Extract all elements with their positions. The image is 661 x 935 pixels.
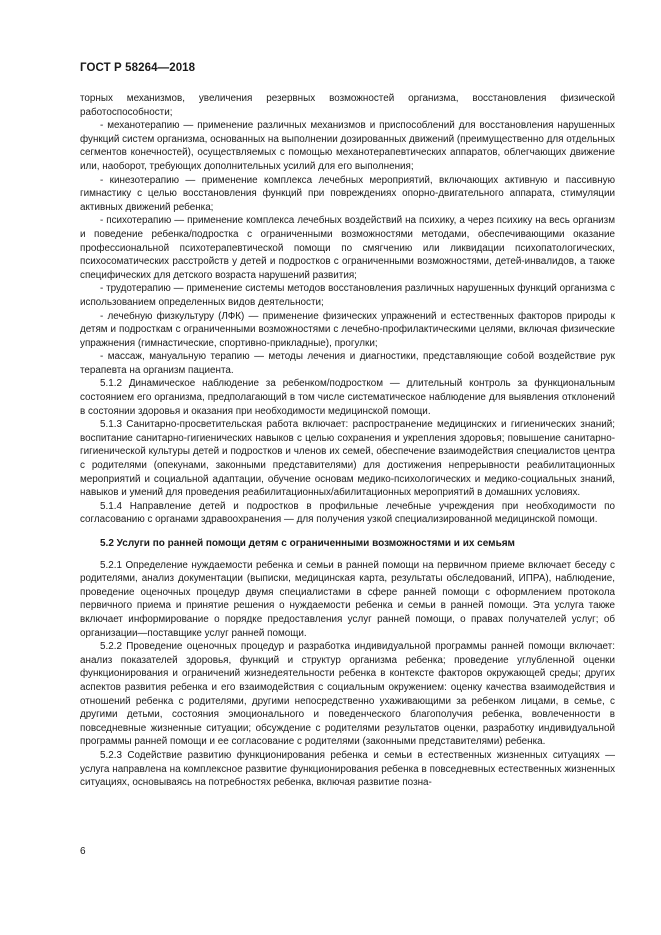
paragraph: 5.1.3 Санитарно-просветительская работа включает: распространение медицинских и гигиенических знаний; воспитание санитарно-гигиенических навыков с целью сохранения и укрепления здоровья; повышение санитарно-гигиенической культуры детей и подростков и членов их семей, обеспечение взаимодействия специалистов центра с родителями (опекунами, законными представителями) для достижения непрерывности реабилитационных мероприятий и социальной адаптации, обучение основам медико-психологических и медико-социальных знаний, навыков и умений для проведения реабилитационных/абилитационных мероприятий в домашних условиях. xyxy=(80,419,615,499)
paragraph: - лечебную физкультуру (ЛФК) — применение физических упражнений и естественных факторов природы к детям и подросткам с ограниченными возможностями с лечебно-профилактическими целями, включая физические упражнения (гимнастические, спортивно-прикладные), прогулки; xyxy=(80,310,615,349)
paragraph: 5.1.4 Направление детей и подростков в профильные лечебные учреждения при необходимости по согласованию с органами здравоохранения — для получения узкой специализированной медицинской помощи. xyxy=(80,500,615,526)
document-body xyxy=(80,92,615,790)
section-heading: 5.2 Услуги по ранней помощи детям с ограниченными возможностями и их семьям xyxy=(100,538,515,549)
paragraph: 5.1.2 Динамическое наблюдение за ребенком/подростком — длительный контроль за функциональным состоянием его организма, предполагающий в том числе систематическое наблюдение для выявления отклонений в состоянии здоровья и оказания при необходимости медицинской помощи. xyxy=(80,378,615,417)
paragraph: 5.2.1 Определение нуждаемости ребенка и семьи в ранней помощи на первичном приеме включает беседу с родителями, анализ документации (выписки, медицинская карта, результаты обследований, ИПРА), наблюдение, проведение оценочных процедур двумя специалистами в сфере ранней помощи с оформлением протокола первичного приема и принятие решения о нуждаемости ребенка и семьи в ранней помощи. Эта услуга также включает информирование о порядке предоставления услуг ранней помощи, о правах получателей услуг; об организации—поставщике услуг ранней помощи. xyxy=(80,559,615,639)
paragraph: - психотерапию — применение комплекса лечебных воздействий на психику, а через психику на весь организм и поведение ребенка/подростка с ограниченными возможностями методами, обеспечивающими оказание профессиональной психотерапевтической помощи по смягчению или ликвидации психопатологических, психосоматических расстройств у детей и подростков с ограниченными возможностями, детей-инвалидов, а также специфических для детского возраста нарушений развития; xyxy=(80,215,615,281)
paragraph: - механотерапию — применение различных механизмов и приспособлений для восстановления нарушенных функций систем организма, основанных на выполнении дозированных движений (преимущественно для отдельных сегментов конечностей), осуществляемых с помощью механотерапевтических аппаратов, облегчающих движение или, наоборот, требующих дополнительных усилий для его выполнения; xyxy=(80,120,615,172)
paragraph: - массаж, мануальную терапию — методы лечения и диагностики, представляющие собой воздействие рук терапевта на организм пациента. xyxy=(80,351,615,376)
paragraph: 5.2.2 Проведение оценочных процедур и разработка индивидуальной программы ранней помощи включает: анализ показателей здоровья, функций и структур организма ребенка; проведение углубленной оценки функционирования и ограничений жизнедеятельности ребенка в контексте факторов окружающей среды; других аспектов развития ребенка и его взаимодействия с социальным окружением: оценку качества взаимодействия и отношений ребенка с родителями, другими непосредственно ухаживающими за ребенком лицами, в семье, с другими детьми, состояния эмоционального и поведенческого благополучия ребенка, вовлеченности в повседневные жизненные ситуации; обсуждение с родителями результатов оценки, разработку индивидуальной программы ранней помощи и ее согласование с родителями (законными представителями) ребенка. xyxy=(80,641,615,748)
paragraph: торных механизмов, увеличения резервных возможностей организма, восстановления физической работоспособности; xyxy=(80,93,615,118)
paragraph: - трудотерапию — применение системы методов восстановления различных нарушенных функций организма с использованием определенных видов деятельности; xyxy=(80,283,615,308)
document-header: ГОСТ Р 58264—2018 xyxy=(80,62,196,74)
paragraph: - кинезотерапию — применение комплекса лечебных мероприятий, включающих активную и пассивную гимнастику с целью восстановления функций при повреждениях опорно-двигательного аппарата, стимуляции активных движений ребенка; xyxy=(80,174,615,213)
paragraph: 5.2.3 Содействие развитию функционирования ребенка и семьи в естественных жизненных ситуациях — услуга направлена на комплексное развитие функционирования ребенка в повседневных естественных жизненных ситуациях, основываясь на потребностях ребенка, включая развитие позна- xyxy=(80,749,615,789)
page-number: 6 xyxy=(80,846,86,857)
